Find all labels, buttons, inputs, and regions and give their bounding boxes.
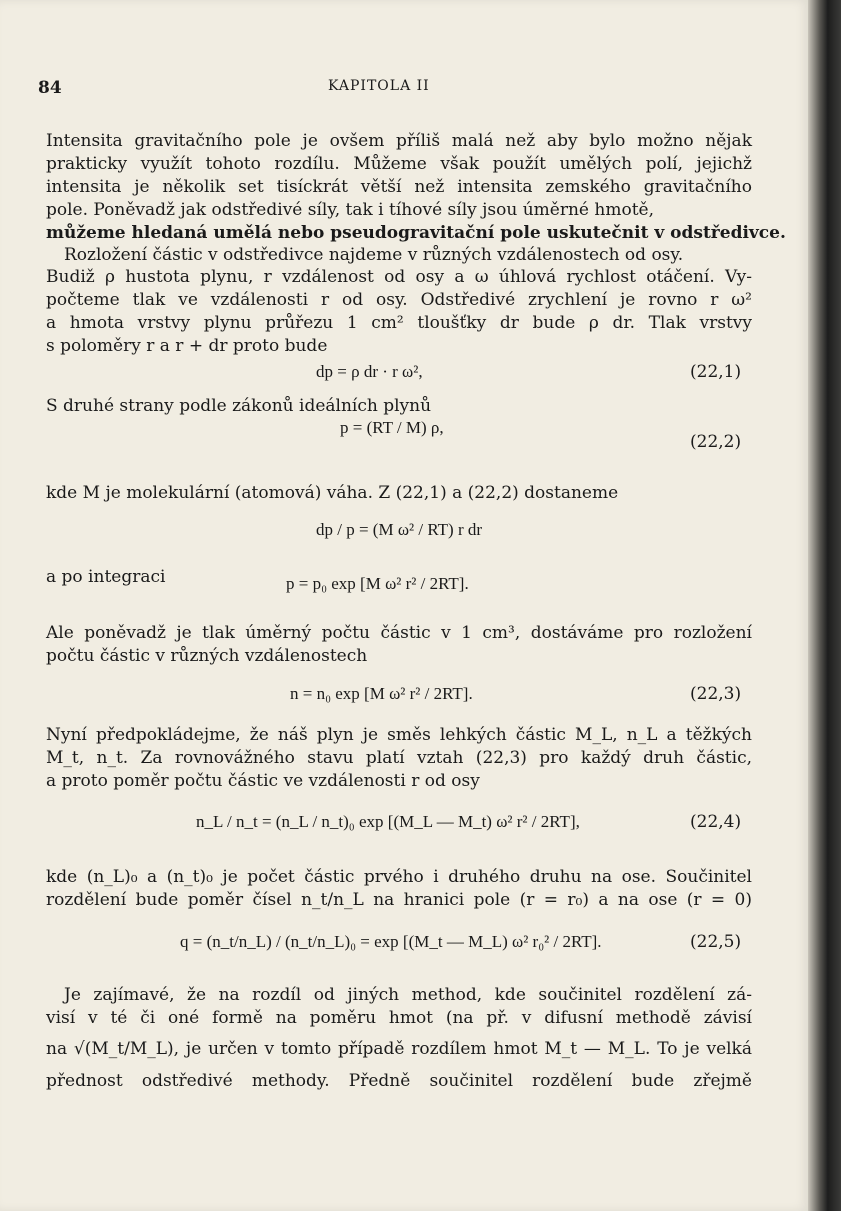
- text-line: Intensita gravitačního pole je ovšem příliš malá než aby bylo možno nějak: [46, 131, 752, 151]
- equation-22-2: [340, 418, 444, 438]
- text-line: počteme tlak ve vzdálenosti r od osy. Odstředivé zrychlení je rovno r ω²: [46, 290, 752, 310]
- text-line: a hmota vrstvy plynu průřezu 1 cm² tloušťky dr bude ρ dr. Tlak vrstvy: [46, 313, 752, 333]
- text-line: intensita je několik set tisíckrát větší než intensita zemského gravitačního: [46, 177, 752, 197]
- text-line: prakticky využít tohoto rozdílu. Můžeme však použít umělých polí, jejichž: [46, 154, 752, 174]
- text-line: Nyní předpokládejme, že náš plyn je směs lehkých částic M_L, n_L a těžkých: [46, 725, 752, 745]
- text-line: můžeme hledaná umělá nebo pseudogravitační pole uskutečnit v odstředivce.: [46, 223, 786, 243]
- text-line: rozdělení bude poměr čísel n_t/n_L na hranici pole (r = r₀) a na ose (r = 0): [46, 890, 752, 910]
- text-line: Je zajímavé, že na rozdíl od jiných method, kde součinitel rozdělení zá-: [64, 985, 752, 1005]
- text-line: a po integraci: [46, 567, 166, 587]
- text-line: visí v té či oné formě na poměru hmot (na př. v difusní methodě závisí: [46, 1008, 752, 1028]
- text-line: Rozložení částic v odstředivce najdeme v různých vzdálenostech od osy.: [64, 245, 684, 265]
- equation-22-4: n_L / n_t = (n_L / n_t)₀ exp [(M_L — M_t) ω² r² / 2RT],: [196, 812, 580, 831]
- equation-number: (22,1): [690, 362, 742, 382]
- equation-integral: p = p₀ exp [M ω² r² / 2RT].: [286, 574, 469, 593]
- equation-number: (22,5): [690, 932, 742, 952]
- text-line: pole. Poněvadž jak odstředivé síly, tak i tíhové síly jsou úměrné hmotě,: [46, 200, 654, 220]
- text-line: Budiž ρ hustota plynu, r vzdálenost od osy a ω úhlová rychlost otáčení. Vy-: [46, 267, 752, 287]
- book-edge: [808, 0, 841, 1211]
- text-line: kde (n_L)₀ a (n_t)₀ je počet částic prvého i druhého druhu na ose. Součinitel: [46, 867, 752, 887]
- equation-text: p = (RT / M) ρ,: [340, 418, 444, 437]
- equation-number: (22,2): [690, 432, 742, 452]
- equation-dp-p: dp / p = (M ω² / RT) r dr: [316, 520, 483, 539]
- text-line: kde M je molekulární (atomová) váha. Z (22,1) a (22,2) dostaneme: [46, 483, 619, 503]
- chapter-heading: KAPITOLA II: [328, 78, 430, 94]
- text-line: s poloměry r a r + dr proto bude: [46, 336, 328, 356]
- text-line: přednost odstředivé methody. Předně součinitel rozdělení bude zřejmě: [46, 1071, 752, 1091]
- text-line: M_t, n_t. Za rovnovážného stavu platí vztah (22,3) pro každý druh částic,: [46, 748, 752, 768]
- equation-number: (22,4): [690, 812, 742, 832]
- text-line: na √(M_t/M_L), je určen v tomto případě rozdílem hmot M_t — M_L. To je velká: [46, 1039, 752, 1059]
- equation-number: (22,3): [690, 684, 742, 704]
- page-number: 84: [38, 78, 62, 98]
- text-line: počtu částic v různých vzdálenostech: [46, 646, 368, 666]
- equation-22-1: dp = ρ dr · r ω²,: [316, 362, 423, 381]
- text-line: a proto poměr počtu částic ve vzdálenosti r od osy: [46, 771, 480, 791]
- equation-22-3: n = n₀ exp [M ω² r² / 2RT].: [290, 684, 473, 703]
- text-line: Ale poněvadž je tlak úměrný počtu částic v 1 cm³, dostáváme pro rozložení: [46, 623, 752, 643]
- equation-22-5: q = (n_t/n_L) / (n_t/n_L)₀ = exp [(M_t — M_L) ω² r₀² / 2RT].: [180, 932, 602, 951]
- text-line: S druhé strany podle zákonů ideálních plynů: [46, 396, 432, 416]
